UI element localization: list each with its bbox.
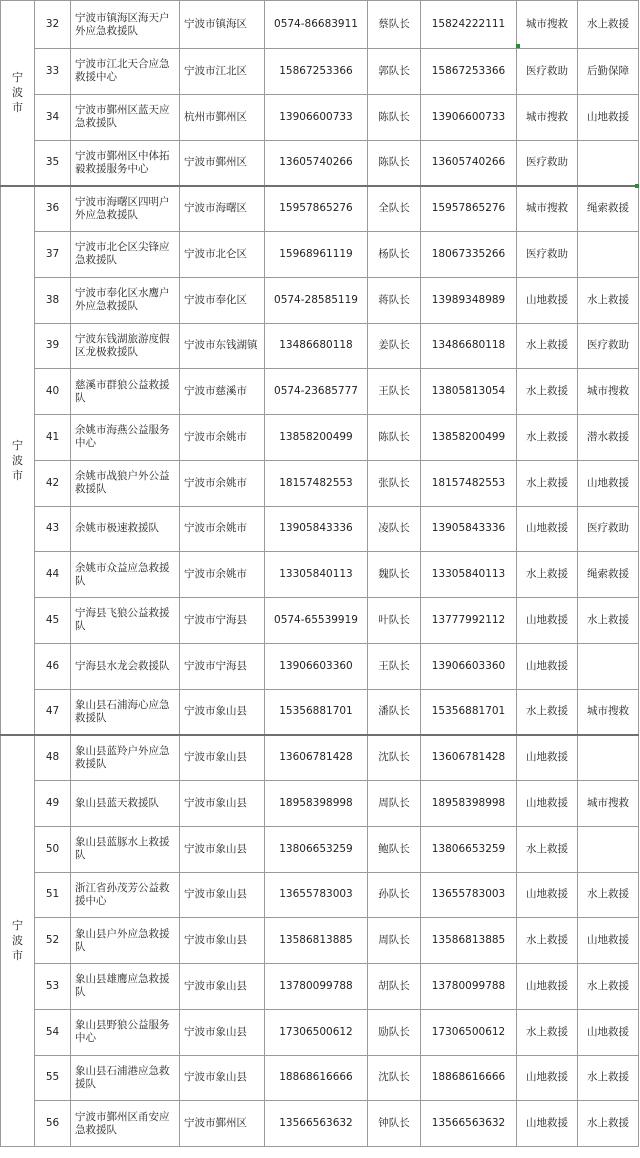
mobile-cell: 13605740266: [421, 140, 517, 186]
row-number-cell: 55: [35, 1055, 71, 1101]
phone-cell: 18868616666: [265, 1055, 368, 1101]
phone-cell: 0574-23685777: [265, 369, 368, 415]
row-number-cell: 46: [35, 643, 71, 689]
phone-cell: 13305840113: [265, 552, 368, 598]
specialty-primary-cell: 山地救援: [517, 598, 578, 644]
row-number-cell: 36: [35, 186, 71, 232]
mobile-cell: 13805813054: [421, 369, 517, 415]
table-row: [1, 460, 639, 506]
row-number-cell: 32: [35, 1, 71, 49]
mobile-cell: 13486680118: [421, 323, 517, 369]
contact-person-cell: 周队长: [368, 781, 421, 827]
specialty-secondary-cell: 水上救援: [578, 964, 639, 1010]
contact-person-cell: 周队长: [368, 918, 421, 964]
specialty-primary-cell: 水上救援: [517, 689, 578, 735]
specialty-primary-cell: 医疗救助: [517, 232, 578, 278]
team-name-cell: 象山县雄鹰应急救援队: [71, 964, 180, 1010]
row-number-cell: 39: [35, 323, 71, 369]
specialty-secondary-cell: 后勤保障: [578, 49, 639, 95]
contact-person-cell: 魏队长: [368, 552, 421, 598]
district-cell: 宁波市北仑区: [180, 232, 265, 278]
district-cell: 宁波市象山县: [180, 1009, 265, 1055]
team-name-cell: 宁波市镇海区海天户外应急救援队: [71, 1, 180, 49]
specialty-secondary-cell: 水上救援: [578, 1055, 639, 1101]
row-number-cell: 47: [35, 689, 71, 735]
district-cell: 杭州市鄞州区: [180, 94, 265, 140]
row-number-cell: 38: [35, 277, 71, 323]
mobile-cell: 13906603360: [421, 643, 517, 689]
row-number-cell: 43: [35, 506, 71, 552]
mobile-cell: 18067335266: [421, 232, 517, 278]
row-number-cell: 42: [35, 460, 71, 506]
specialty-secondary-cell: [578, 232, 639, 278]
table-row: [1, 1101, 639, 1147]
phone-cell: 13906603360: [265, 643, 368, 689]
mobile-cell: 18868616666: [421, 1055, 517, 1101]
table-row: [1, 186, 639, 232]
row-number-cell: 37: [35, 232, 71, 278]
phone-cell: 17306500612: [265, 1009, 368, 1055]
row-number-cell: 54: [35, 1009, 71, 1055]
city-cell: [1, 735, 35, 1147]
specialty-secondary-cell: 水上救援: [578, 1, 639, 49]
phone-cell: 15356881701: [265, 689, 368, 735]
specialty-primary-cell: 水上救援: [517, 323, 578, 369]
row-number-cell: 34: [35, 94, 71, 140]
specialty-primary-cell: 医疗救助: [517, 49, 578, 95]
specialty-primary-cell: 城市搜救: [517, 186, 578, 232]
contact-person-cell: 鲍队长: [368, 826, 421, 872]
row-number-cell: 49: [35, 781, 71, 827]
mobile-cell: 18958398998: [421, 781, 517, 827]
team-name-cell: 象山县蓝天救援队: [71, 781, 180, 827]
specialty-secondary-cell: 城市搜救: [578, 689, 639, 735]
city-cell: [1, 186, 35, 735]
row-number-cell: 45: [35, 598, 71, 644]
specialty-primary-cell: 水上救援: [517, 460, 578, 506]
mobile-cell: 18157482553: [421, 460, 517, 506]
phone-cell: 15957865276: [265, 186, 368, 232]
specialty-primary-cell: 医疗救助: [517, 140, 578, 186]
specialty-secondary-cell: 绳索救援: [578, 552, 639, 598]
mobile-cell: 13777992112: [421, 598, 517, 644]
fold-marker: [635, 184, 639, 188]
specialty-secondary-cell: 潜水救援: [578, 415, 639, 461]
specialty-secondary-cell: 绳索救援: [578, 186, 639, 232]
phone-cell: 0574-86683911: [265, 1, 368, 49]
table-row: [1, 369, 639, 415]
specialty-primary-cell: 水上救援: [517, 415, 578, 461]
table-row: [1, 598, 639, 644]
table-row: [1, 506, 639, 552]
table-row: [1, 552, 639, 598]
table-row: [1, 872, 639, 918]
phone-cell: 15968961119: [265, 232, 368, 278]
specialty-secondary-cell: 山地救援: [578, 460, 639, 506]
table-row: [1, 94, 639, 140]
contact-person-cell: 胡队长: [368, 964, 421, 1010]
contact-person-cell: 凌队长: [368, 506, 421, 552]
phone-cell: 13605740266: [265, 140, 368, 186]
contact-person-cell: 蔡队长: [368, 1, 421, 49]
specialty-primary-cell: 山地救援: [517, 643, 578, 689]
mobile-cell: 13806653259: [421, 826, 517, 872]
row-number-cell: 53: [35, 964, 71, 1010]
table-row: [1, 1055, 639, 1101]
specialty-secondary-cell: 水上救援: [578, 1101, 639, 1147]
team-name-cell: 浙江省孙茂芳公益救援中心: [71, 872, 180, 918]
team-name-cell: 象山县石浦港应急救援队: [71, 1055, 180, 1101]
district-cell: 宁波市东钱湖镇: [180, 323, 265, 369]
city-label: 宁波市: [12, 438, 23, 482]
mobile-cell: 15356881701: [421, 689, 517, 735]
district-cell: 宁波市象山县: [180, 826, 265, 872]
row-number-cell: 35: [35, 140, 71, 186]
row-number-cell: 40: [35, 369, 71, 415]
contact-person-cell: 姜队长: [368, 323, 421, 369]
specialty-primary-cell: 山地救援: [517, 872, 578, 918]
contact-person-cell: 叶队长: [368, 598, 421, 644]
table-row: [1, 1, 639, 49]
phone-cell: 13858200499: [265, 415, 368, 461]
mobile-cell: 13780099788: [421, 964, 517, 1010]
team-name-cell: 宁波市鄞州区甬安应急救援队: [71, 1101, 180, 1147]
table-row: [1, 323, 639, 369]
specialty-secondary-cell: [578, 643, 639, 689]
contact-person-cell: 沈队长: [368, 1055, 421, 1101]
district-cell: 宁波市余姚市: [180, 506, 265, 552]
mobile-cell: 15867253366: [421, 49, 517, 95]
specialty-primary-cell: 山地救援: [517, 1101, 578, 1147]
contact-person-cell: 潘队长: [368, 689, 421, 735]
fold-marker: [516, 44, 520, 48]
contact-person-cell: 陈队长: [368, 94, 421, 140]
row-number-cell: 52: [35, 918, 71, 964]
district-cell: 宁波市宁海县: [180, 643, 265, 689]
specialty-primary-cell: 城市搜救: [517, 1, 578, 49]
district-cell: 宁波市慈溪市: [180, 369, 265, 415]
district-cell: 宁波市余姚市: [180, 552, 265, 598]
team-name-cell: 象山县蓝豚水上救援队: [71, 826, 180, 872]
specialty-secondary-cell: [578, 735, 639, 781]
specialty-secondary-cell: [578, 826, 639, 872]
table-row: [1, 49, 639, 95]
district-cell: 宁波市余姚市: [180, 460, 265, 506]
table-row: [1, 826, 639, 872]
team-name-cell: 宁波市鄞州区蓝天应急救援队: [71, 94, 180, 140]
district-cell: 宁波市鄞州区: [180, 140, 265, 186]
specialty-secondary-cell: 城市搜救: [578, 781, 639, 827]
table-row: [1, 918, 639, 964]
specialty-primary-cell: 水上救援: [517, 552, 578, 598]
contact-person-cell: 励队长: [368, 1009, 421, 1055]
district-cell: 宁波市海曙区: [180, 186, 265, 232]
city-cell: [1, 1, 35, 186]
team-name-cell: 宁波市奉化区水鹰户外应急救援队: [71, 277, 180, 323]
contact-person-cell: 杨队长: [368, 232, 421, 278]
row-number-cell: 44: [35, 552, 71, 598]
city-label: 宁波市: [12, 71, 23, 115]
team-name-cell: 宁海县水龙会救援队: [71, 643, 180, 689]
phone-cell: 18958398998: [265, 781, 368, 827]
contact-person-cell: 张队长: [368, 460, 421, 506]
specialty-primary-cell: 山地救援: [517, 506, 578, 552]
district-cell: 宁波市鄞州区: [180, 1101, 265, 1147]
team-name-cell: 宁海县飞狼公益救援队: [71, 598, 180, 644]
mobile-cell: 17306500612: [421, 1009, 517, 1055]
team-name-cell: 象山县蓝羚户外应急救援队: [71, 735, 180, 781]
contact-person-cell: 陈队长: [368, 140, 421, 186]
contact-person-cell: 陈队长: [368, 415, 421, 461]
specialty-secondary-cell: 山地救援: [578, 94, 639, 140]
team-name-cell: 慈溪市群狼公益救援队: [71, 369, 180, 415]
mobile-cell: 13905843336: [421, 506, 517, 552]
contact-person-cell: 全队长: [368, 186, 421, 232]
specialty-secondary-cell: 医疗救助: [578, 323, 639, 369]
table-row: [1, 277, 639, 323]
team-name-cell: 余姚市战狼户外公益救援队: [71, 460, 180, 506]
mobile-cell: 13606781428: [421, 735, 517, 781]
district-cell: 宁波市宁海县: [180, 598, 265, 644]
phone-cell: 0574-65539919: [265, 598, 368, 644]
specialty-primary-cell: 山地救援: [517, 277, 578, 323]
mobile-cell: 13858200499: [421, 415, 517, 461]
contact-person-cell: 沈队长: [368, 735, 421, 781]
team-name-cell: 宁波市鄞州区中体拓毅救援服务中心: [71, 140, 180, 186]
district-cell: 宁波市象山县: [180, 689, 265, 735]
table-row: [1, 964, 639, 1010]
table-row: [1, 415, 639, 461]
contact-person-cell: 蒋队长: [368, 277, 421, 323]
team-name-cell: 宁波市北仑区尖锋应急救援队: [71, 232, 180, 278]
team-name-cell: 象山县野狼公益服务中心: [71, 1009, 180, 1055]
table-row: [1, 689, 639, 735]
specialty-primary-cell: 水上救援: [517, 369, 578, 415]
contact-person-cell: 王队长: [368, 643, 421, 689]
mobile-cell: 15824222111: [421, 1, 517, 49]
specialty-primary-cell: 山地救援: [517, 1055, 578, 1101]
contact-person-cell: 孙队长: [368, 872, 421, 918]
mobile-cell: 13989348989: [421, 277, 517, 323]
specialty-secondary-cell: 水上救援: [578, 277, 639, 323]
table-row: [1, 781, 639, 827]
specialty-secondary-cell: 水上救援: [578, 598, 639, 644]
phone-cell: 13905843336: [265, 506, 368, 552]
phone-cell: 18157482553: [265, 460, 368, 506]
phone-cell: 0574-28585119: [265, 277, 368, 323]
phone-cell: 13486680118: [265, 323, 368, 369]
row-number-cell: 56: [35, 1101, 71, 1147]
table-row: [1, 232, 639, 278]
table-row: [1, 643, 639, 689]
specialty-secondary-cell: 城市搜救: [578, 369, 639, 415]
row-number-cell: 41: [35, 415, 71, 461]
specialty-primary-cell: 山地救援: [517, 781, 578, 827]
district-cell: 宁波市镇海区: [180, 1, 265, 49]
district-cell: 宁波市江北区: [180, 49, 265, 95]
specialty-primary-cell: 水上救援: [517, 826, 578, 872]
team-name-cell: 象山县户外应急救援队: [71, 918, 180, 964]
city-label: 宁波市: [12, 919, 23, 963]
phone-cell: 15867253366: [265, 49, 368, 95]
mobile-cell: 13906600733: [421, 94, 517, 140]
row-number-cell: 33: [35, 49, 71, 95]
mobile-cell: 13305840113: [421, 552, 517, 598]
district-cell: 宁波市象山县: [180, 872, 265, 918]
district-cell: 宁波市象山县: [180, 918, 265, 964]
team-name-cell: 余姚市众益应急救援队: [71, 552, 180, 598]
specialty-primary-cell: 城市搜救: [517, 94, 578, 140]
district-cell: 宁波市象山县: [180, 964, 265, 1010]
specialty-secondary-cell: 水上救援: [578, 872, 639, 918]
district-cell: 宁波市奉化区: [180, 277, 265, 323]
phone-cell: 13806653259: [265, 826, 368, 872]
team-name-cell: 宁波市海曙区四明户外应急救援队: [71, 186, 180, 232]
table-row: [1, 1009, 639, 1055]
mobile-cell: 15957865276: [421, 186, 517, 232]
phone-cell: 13655783003: [265, 872, 368, 918]
team-name-cell: 象山县石浦海心应急救援队: [71, 689, 180, 735]
district-cell: 宁波市余姚市: [180, 415, 265, 461]
table-body: [1, 1, 639, 1147]
mobile-cell: 13586813885: [421, 918, 517, 964]
specialty-secondary-cell: 山地救援: [578, 1009, 639, 1055]
phone-cell: 13586813885: [265, 918, 368, 964]
team-name-cell: 宁波东钱湖旅游度假区龙极救援队: [71, 323, 180, 369]
contact-person-cell: 王队长: [368, 369, 421, 415]
district-cell: 宁波市象山县: [180, 735, 265, 781]
mobile-cell: 13566563632: [421, 1101, 517, 1147]
specialty-primary-cell: 山地救援: [517, 964, 578, 1010]
contact-person-cell: 郭队长: [368, 49, 421, 95]
phone-cell: 13906600733: [265, 94, 368, 140]
phone-cell: 13780099788: [265, 964, 368, 1010]
team-name-cell: 宁波市江北天合应急救援中心: [71, 49, 180, 95]
phone-cell: 13606781428: [265, 735, 368, 781]
specialty-secondary-cell: 医疗救助: [578, 506, 639, 552]
district-cell: 宁波市象山县: [180, 781, 265, 827]
table-row: [1, 140, 639, 186]
phone-cell: 13566563632: [265, 1101, 368, 1147]
row-number-cell: 48: [35, 735, 71, 781]
specialty-secondary-cell: 山地救援: [578, 918, 639, 964]
specialty-primary-cell: 山地救援: [517, 735, 578, 781]
row-number-cell: 51: [35, 872, 71, 918]
row-number-cell: 50: [35, 826, 71, 872]
district-cell: 宁波市象山县: [180, 1055, 265, 1101]
team-name-cell: 余姚市海燕公益服务中心: [71, 415, 180, 461]
team-name-cell: 余姚市极速救援队: [71, 506, 180, 552]
mobile-cell: 13655783003: [421, 872, 517, 918]
table-row: [1, 735, 639, 781]
specialty-primary-cell: 水上救援: [517, 1009, 578, 1055]
specialty-primary-cell: 水上救援: [517, 918, 578, 964]
specialty-secondary-cell: [578, 140, 639, 186]
contact-person-cell: 钟队长: [368, 1101, 421, 1147]
